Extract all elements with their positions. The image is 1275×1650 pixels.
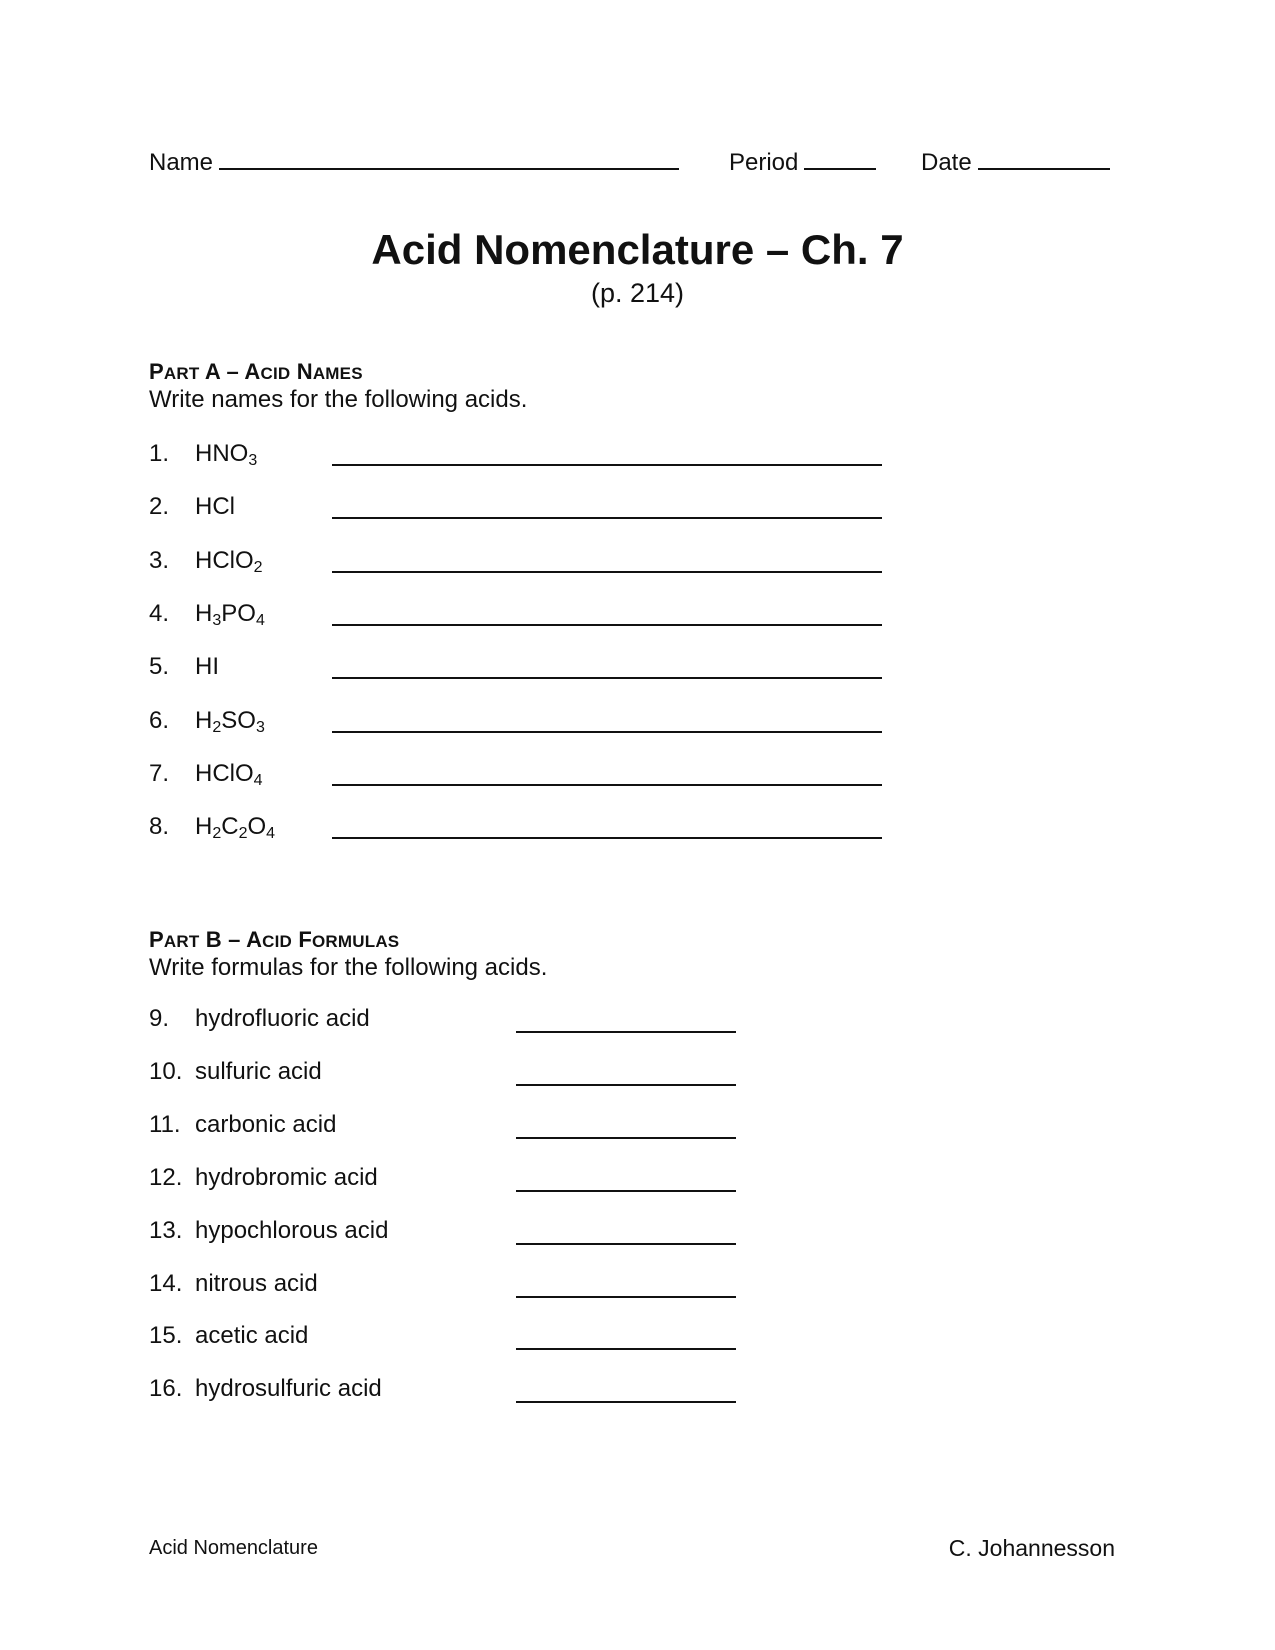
answer-line[interactable] <box>516 1084 736 1086</box>
item-number: 7. <box>149 759 170 787</box>
item-number: 4. <box>149 599 170 627</box>
acid-name: carbonic acid <box>195 1110 337 1138</box>
period-blank[interactable] <box>804 146 876 170</box>
answer-line[interactable] <box>332 731 882 733</box>
part-a-heading: PART A – ACID NAMES <box>149 359 363 384</box>
acid-formula: HClO$_2$ <box>195 546 263 576</box>
item-number: 11. <box>149 1110 181 1138</box>
date-field <box>921 146 1110 177</box>
acid-formula: $H_2C_2O_4$ <box>195 813 276 843</box>
acid-name: hypochlorous acid <box>195 1216 389 1244</box>
answer-line[interactable] <box>332 837 882 839</box>
answer-line[interactable] <box>516 1348 736 1350</box>
period-field <box>729 146 876 177</box>
item-number: 9. <box>149 1005 170 1032</box>
acid-formula: HClO$_4$ <box>195 759 263 789</box>
acid-name: hydrosulfuric acid <box>195 1375 382 1403</box>
item-number: 2. <box>149 493 170 521</box>
date-blank[interactable] <box>978 146 1110 170</box>
acid-name: sulfuric acid <box>195 1057 322 1085</box>
name-field <box>149 146 679 177</box>
footer-right: C. Johannesson <box>948 1535 1115 1561</box>
answer-line[interactable] <box>516 1190 736 1192</box>
answer-line[interactable] <box>332 571 882 573</box>
name-label: Name <box>149 149 214 176</box>
part-b-instruction: Write formulas for the following acids. <box>149 954 548 981</box>
page-subtitle: (p. 214) <box>590 278 685 308</box>
period-label: Period <box>729 149 799 176</box>
acid-name: nitrous acid <box>195 1269 318 1297</box>
acid-formula: HI <box>195 653 219 681</box>
item-number: 1. <box>149 440 170 467</box>
item-number: 8. <box>149 813 170 841</box>
part-b-heading: PART B – ACID FORMULAS <box>149 927 400 952</box>
answer-line[interactable] <box>332 464 882 466</box>
item-number: 5. <box>149 653 170 681</box>
part-a-instruction: Write names for the following acids. <box>149 386 528 413</box>
footer-left: Acid Nomenclature <box>149 1537 318 1559</box>
answer-line[interactable] <box>516 1137 736 1139</box>
acid-name: hydrofluoric acid <box>195 1005 370 1032</box>
item-number: 13. <box>149 1216 183 1244</box>
acid-formula: $HNO_3$ <box>195 440 258 469</box>
answer-line[interactable] <box>332 624 882 626</box>
answer-line[interactable] <box>516 1401 736 1403</box>
name-blank[interactable] <box>219 146 679 170</box>
acid-formula: $H_3PO_4$ <box>195 599 265 629</box>
acid-formula: $H_2SO_3$ <box>195 706 265 736</box>
answer-line[interactable] <box>332 677 882 679</box>
answer-line[interactable] <box>516 1296 736 1298</box>
date-label: Date <box>921 149 972 176</box>
acid-formula: HCl <box>195 493 235 521</box>
acid-name: acetic acid <box>195 1322 309 1350</box>
answer-line[interactable] <box>516 1243 736 1245</box>
item-number: 3. <box>149 546 170 574</box>
header-row <box>149 146 1115 176</box>
item-number: 16. <box>149 1375 183 1403</box>
answer-line[interactable] <box>332 784 882 786</box>
item-number: 10. <box>149 1057 183 1085</box>
answer-line[interactable] <box>516 1031 736 1033</box>
item-number: 14. <box>149 1269 183 1297</box>
item-number: 15. <box>149 1322 183 1350</box>
answer-line[interactable] <box>332 517 882 519</box>
item-number: 12. <box>149 1163 183 1191</box>
page-title: Acid Nomenclature – Ch. 7 <box>371 226 904 273</box>
acid-name: hydrobromic acid <box>195 1163 378 1191</box>
item-number: 6. <box>149 706 170 734</box>
